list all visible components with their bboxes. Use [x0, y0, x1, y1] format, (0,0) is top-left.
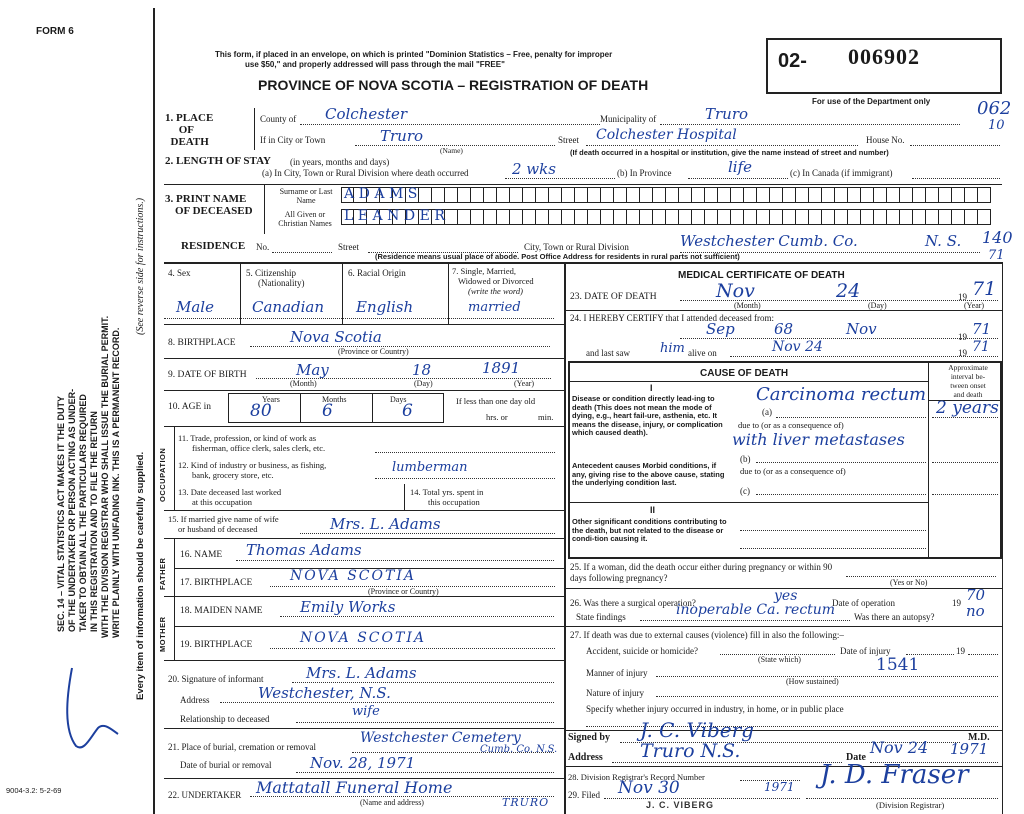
residence-value: Westchester Cumb. Co.	[680, 232, 858, 250]
dob-month: May	[296, 361, 329, 379]
age-years-label: Years	[262, 395, 280, 404]
every-item-note: Every item of information should be carefully supplied.	[135, 451, 146, 700]
autopsy-value: no	[966, 602, 985, 620]
marital-label-2: Widowed or Divorced	[458, 276, 534, 286]
father-birthplace-sub: (Province or Country)	[368, 587, 439, 596]
age-note-2: hrs. or	[486, 412, 508, 422]
surname-value: ADAMS	[344, 186, 422, 202]
other-conditions-label: Other significant conditions contributing to the death, but not related to the disease or condi-tion causing it.	[572, 517, 727, 543]
age-days-label: Days	[390, 395, 407, 404]
spouse-value: Mrs. L. Adams	[330, 515, 441, 533]
registrar-label: (Division Registrar)	[876, 800, 945, 810]
signer-date-label: Date	[846, 752, 866, 763]
mother-side-label: MOTHER	[158, 616, 167, 652]
street-label: Street	[558, 135, 579, 145]
cause-a-value: Carcinoma rectum	[756, 384, 927, 405]
signer-address-value: Truro N.S.	[640, 740, 741, 762]
antecedent-label: Antecedent causes Morbid conditions, if any, giving rise to the above cause, stating the underlying condition last.	[572, 461, 725, 487]
industry-value: lumberman	[392, 460, 468, 475]
stay-b-value: life	[728, 158, 753, 176]
external-label: 27. If death was due to external causes (violence) fill in also the following:–	[570, 630, 844, 640]
yes-no-sub: (Yes or No)	[890, 578, 928, 587]
last-saw-value: him	[660, 341, 685, 356]
informant-address-label: Address	[180, 695, 210, 705]
burial-date-label: Date of burial or removal	[180, 760, 272, 770]
mail-notice-2: use $50," and properly addressed will pass through the mail "FREE"	[245, 60, 505, 69]
op-date-label: Date of operation	[832, 598, 895, 608]
attended-year-prefix: 19	[958, 332, 967, 342]
cause-a-label: (a)	[762, 407, 772, 417]
age-months-label: Months	[322, 395, 347, 404]
given-value: LEANDER	[344, 208, 450, 224]
registration-prefix: 02-	[778, 50, 807, 72]
father-name-label: 16. NAME	[180, 550, 223, 560]
accident-label: Accident, suicide or homicide?	[586, 646, 698, 656]
age-months: 6	[322, 401, 333, 421]
dob-day: 18	[412, 361, 432, 379]
injury-date-label: Date of injury	[840, 646, 891, 656]
hospital-note: (If death occurred in a hospital or institution, give the name instead of street and number)	[570, 148, 889, 157]
municipality-label: Municipality of	[600, 114, 657, 124]
informant-sig-value: Mrs. L. Adams	[306, 664, 417, 682]
medical-heading: MEDICAL CERTIFICATE OF DEATH	[678, 270, 845, 281]
name-label-2: OF DECEASED	[175, 205, 253, 217]
form-number: FORM 6	[36, 26, 74, 37]
mail-notice-1: This form, if placed in an envelope, on which is printed "Dominion Statistics – Free, penalty for improper	[215, 50, 613, 59]
manner-label: Manner of injury	[586, 668, 648, 678]
street-value: Colchester Hospital	[596, 127, 737, 143]
surgery-value: yes	[774, 588, 798, 604]
death-year-sub: (Year)	[964, 301, 985, 310]
stay-label: 2. LENGTH OF STAY	[165, 155, 271, 167]
death-day-sub: (Day)	[868, 301, 887, 310]
registration-number: 006902	[848, 44, 920, 69]
birthplace-label: 8. BIRTHPLACE	[168, 338, 236, 348]
sex-label: 4. Sex	[168, 268, 191, 278]
law-text-1: SEC. 14 – VITAL STATISTICS ACT MAKES IT THE DUTY	[56, 395, 66, 632]
death-year-prefix: 19	[958, 292, 967, 302]
specify-label: Specify whether injury occurred in industry, in home, or in public place	[586, 704, 844, 714]
signer-date-value: Nov 24	[870, 738, 929, 757]
years-spent-label-2: this occupation	[428, 497, 480, 507]
racial-label: 6. Racial Origin	[348, 268, 406, 278]
alive-on-label: alive on	[688, 348, 717, 358]
county-value: Colchester	[325, 105, 408, 123]
injury-year-prefix: 19	[956, 646, 965, 656]
age-note-3: min.	[538, 412, 554, 422]
physician-stamp: J. C. VIBERG	[646, 800, 715, 810]
signed-value: J. C. Viberg	[640, 718, 754, 742]
attended-to-year: 71	[972, 320, 992, 338]
attended-from-day: 68	[774, 320, 794, 338]
filed-year: 1971	[764, 780, 795, 794]
stay-b-label: (b) In Province	[617, 168, 672, 178]
stay-sub: (in years, months and days)	[290, 157, 390, 167]
department-use-label: For use of the Department only	[812, 97, 931, 106]
dob-year-sub: (Year)	[514, 379, 535, 388]
interval-heading-4: and death	[953, 390, 983, 399]
department-code-1: 062	[977, 98, 1012, 119]
filed-label: 29. Filed	[568, 790, 601, 800]
interval-heading-3: tween onset	[950, 381, 986, 390]
findings-value: inoperable Ca. rectum	[676, 602, 836, 618]
burial-date-value: Nov. 28, 1971	[310, 754, 416, 772]
informant-address-value: Westchester, N.S.	[258, 684, 391, 702]
alive-on-value: Nov 24	[772, 339, 823, 355]
part-two-label: II	[650, 505, 656, 515]
md-label: M.D.	[968, 732, 990, 743]
marital-label-3: (write the word)	[468, 286, 523, 296]
undertaker-sub: (Name and address)	[360, 798, 424, 807]
city-name-sub: (Name)	[440, 146, 463, 155]
residence-province: N. S.	[925, 232, 962, 250]
op-year-prefix: 19	[952, 598, 961, 608]
interval-heading-1: Approximate	[948, 363, 988, 372]
industry-label-1: 12. Kind of industry or business, as fishing,	[178, 460, 327, 470]
margin-rule	[153, 8, 155, 814]
burial-place-label: 21. Place of burial, cremation or removal	[168, 742, 316, 752]
residence-note: (Residence means usual place of abode. Post Office Address for residents in rural parts not sufficient)	[375, 252, 740, 261]
law-text-6: WRITE PLAINLY WITH UNFADING INK. THIS IS A PERMANENT RECORD.	[111, 327, 121, 638]
death-date-month: Nov	[716, 280, 755, 302]
page-title: PROVINCE OF NOVA SCOTIA – REGISTRATION OF DEATH	[258, 77, 649, 93]
last-worked-label-1: 13. Date deceased last worked	[178, 487, 282, 497]
stay-a-label: (a) In City, Town or Rural Division where death occurred	[262, 168, 469, 178]
attended-to-month: Nov	[846, 320, 877, 338]
citizenship-value: Canadian	[252, 298, 325, 316]
death-date-label: 23. DATE OF DEATH	[570, 292, 657, 302]
last-saw-label: and last saw	[586, 348, 630, 358]
mother-birthplace-label: 19. BIRTHPLACE	[180, 640, 253, 650]
cause-b-value: with liver metastases	[732, 430, 905, 449]
stay-c-label: (c) In Canada (if immigrant)	[790, 168, 893, 178]
place-label: 1. PLACE OF DEATH	[165, 112, 214, 148]
trade-label-2: fisherman, office clerk, sales clerk, etc.	[192, 443, 326, 453]
relationship-value: wife	[352, 704, 380, 719]
surname-label: Surname or Last Name	[279, 187, 333, 205]
city-label: If in City or Town	[260, 135, 326, 145]
last-worked-label-2: at this occupation	[192, 497, 252, 507]
state-which-sub: (State which)	[758, 655, 801, 664]
op-year: 70	[966, 586, 986, 604]
death-month-sub: (Month)	[734, 301, 761, 310]
residence-code-2: 71	[988, 248, 1005, 263]
residence-street-label: Street	[338, 242, 359, 252]
years-spent-label-1: 14. Total yrs. spent in	[410, 487, 484, 497]
nature-label: Nature of injury	[586, 688, 644, 698]
mother-birthplace-value: NOVA SCOTIA	[300, 630, 426, 646]
house-label: House No.	[866, 135, 905, 145]
signer-date-year: 1971	[950, 740, 989, 758]
due-to-1: due to (or as a consequence of)	[738, 420, 844, 430]
law-text-5: WITH THE DIVISION REGISTRAR WHO SHALL ISSUE THE BURIAL PERMIT.	[100, 315, 110, 638]
mother-maiden-label: 18. MAIDEN NAME	[180, 606, 263, 616]
cause-b-label: (b)	[740, 454, 751, 464]
residence-division-label: City, Town or Rural Division	[524, 242, 629, 252]
age-note-1: If less than one day old	[456, 396, 536, 406]
municipality-value: Truro	[705, 105, 749, 123]
dob-year: 1891	[482, 359, 521, 377]
surname-cells	[341, 187, 991, 203]
pregnancy-label: 25. If a woman, did the death occur either during pregnancy or within 90 days following pregnancy?	[570, 562, 833, 583]
part-one-label: I	[650, 383, 653, 393]
relationship-label: Relationship to deceased	[180, 714, 270, 724]
racial-value: English	[356, 298, 414, 316]
signer-address-label: Address	[568, 752, 603, 763]
father-birthplace-value: NOVA SCOTIA	[290, 568, 416, 584]
dob-month-sub: (Month)	[290, 379, 317, 388]
cause-a-interval: 2 years	[936, 398, 999, 418]
filed-value: Nov 30	[618, 778, 680, 798]
marital-label-1: 7. Single, Married,	[452, 266, 516, 276]
county-label: County of	[260, 114, 297, 124]
undertaker-label: 22. UNDERTAKER	[168, 790, 242, 800]
residence-no-label: No.	[256, 242, 270, 252]
spouse-label-2: or husband of deceased	[178, 524, 258, 534]
cause-c-label: (c)	[740, 486, 750, 496]
trade-label-1: 11. Trade, profession, or kind of work as	[178, 433, 317, 443]
department-code-2: 10	[988, 118, 1005, 133]
mother-maiden-value: Emily Works	[300, 598, 396, 616]
spouse-label-1: 15. If married give name of wife	[168, 514, 279, 524]
dob-label: 9. DATE OF BIRTH	[168, 370, 247, 380]
citizenship-label: 5. Citizenship	[246, 268, 296, 278]
informant-sig-label: 20. Signature of informant	[168, 674, 264, 684]
disease-label: Disease or condition directly lead-ing to death (This does not mean the mode of dying, e.g., heart fail-ure, asthenia, etc. It means the disease, injury, or complication which caused death).	[572, 394, 723, 437]
stay-a-value: 2 wks	[512, 160, 556, 178]
autopsy-label: Was there an autopsy?	[854, 612, 935, 622]
certify-label: 24. I HEREBY CERTIFY that I attended deceased from:	[570, 313, 774, 323]
law-text-4: IN THIS REGISTRATION AND TO FILE THE RETURN	[89, 411, 99, 632]
manner-value: 1541	[876, 655, 920, 675]
occupation-side-label: OCCUPATION	[158, 447, 167, 502]
attended-from-month: Sep	[706, 320, 735, 338]
law-text-3: TAKER TO OBTAIN ALL THE PARTICULARS REQUIRED	[78, 394, 88, 632]
cause-heading: CAUSE OF DEATH	[700, 368, 789, 379]
undertaker-city: TRURO	[502, 796, 550, 809]
surgery-label: 26. Was there a surgical operation?	[570, 598, 696, 608]
citizenship-sub: (Nationality)	[258, 278, 305, 288]
instructions-note: (See reverse side for instructions.)	[135, 197, 146, 335]
margin-checkmark	[60, 660, 130, 760]
given-label: All Given or Christian Names	[278, 210, 332, 228]
name-label-1: 3. PRINT NAME	[165, 193, 247, 205]
residence-label: RESIDENCE	[181, 240, 246, 252]
dob-day-sub: (Day)	[414, 379, 433, 388]
undertaker-value: Mattatall Funeral Home	[256, 778, 453, 797]
burial-place-value-2: Cumb. Co. N.S.	[480, 744, 558, 755]
age-label: 10. AGE in	[168, 402, 212, 412]
form-code: 9004-3.2: 5-2-69	[6, 786, 62, 795]
father-side-label: FATHER	[158, 557, 167, 590]
age-days: 6	[402, 401, 413, 421]
industry-label-2: bank, grocery store, etc.	[192, 470, 274, 480]
birthplace-value: Nova Scotia	[290, 328, 382, 346]
registrar-number-label: 28. Division Registrar's Record Number	[568, 772, 705, 782]
residence-code-1: 140	[982, 228, 1013, 247]
death-date-day: 24	[836, 280, 861, 302]
death-date-year: 71	[972, 278, 997, 300]
signed-label: Signed by	[568, 732, 610, 743]
law-text-2: OF THE UNDERTAKER OR PERSON ACTING AS UNDER-	[67, 388, 77, 632]
marital-value: married	[468, 300, 521, 315]
age-years: 80	[250, 401, 272, 421]
alive-year-prefix: 19	[958, 348, 967, 358]
birthplace-sub: (Province or Country)	[338, 347, 409, 356]
due-to-2: due to (or as a consequence of)	[740, 466, 846, 476]
father-birthplace-label: 17. BIRTHPLACE	[180, 578, 253, 588]
interval-heading-2: interval be-	[950, 372, 986, 381]
registrar-signature: J. D. Fraser	[820, 760, 969, 790]
alive-year: 71	[972, 339, 990, 355]
findings-label: State findings	[576, 612, 626, 622]
burial-place-value: Westchester Cemetery	[360, 730, 521, 746]
city-value: Truro	[380, 127, 424, 145]
how-sustained-sub: (How sustained)	[786, 677, 839, 686]
sex-value: Male	[176, 298, 214, 316]
father-name-value: Thomas Adams	[246, 541, 362, 559]
